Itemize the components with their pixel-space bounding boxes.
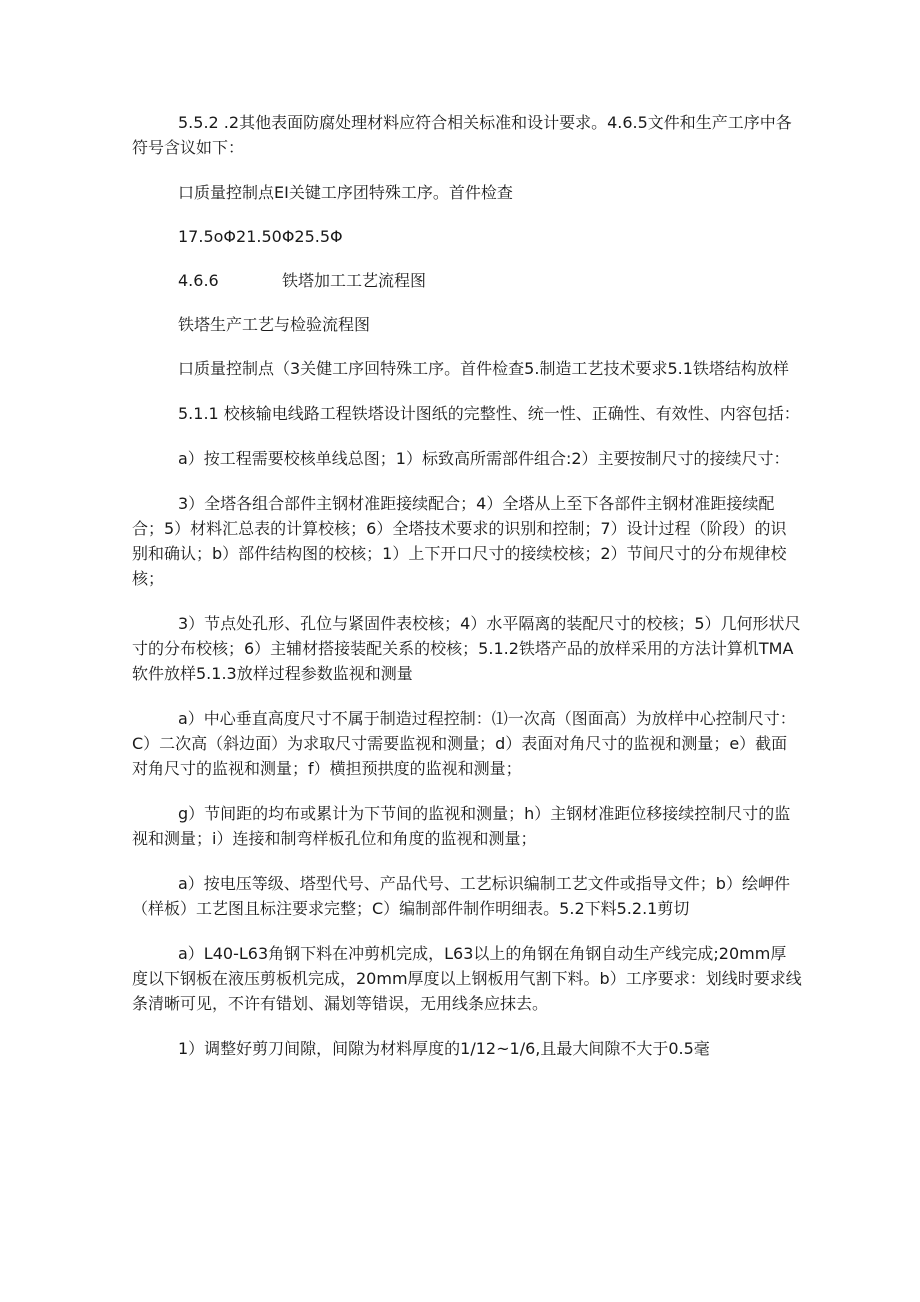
paragraph-check-a: a）按工程需要校核单线总图；1）标致高所需部件组合:2）主要按制尺寸的接续尺寸： <box>178 449 790 468</box>
heading-4-6-6 <box>132 268 802 293</box>
heading-number: 4.6.6 <box>178 271 219 290</box>
paragraph-check-3: 3）全塔各组合部件主钢材准距接续配合；4）全塔从上至下各部件主钢材准距接续配合；5）材料汇总表的计算校核；6）全塔技术要求的识别和控制；7）设计过程（阶段）的识别和确认；b）部件结构图的校核；1）上下开口尺寸的接续校核；2）节间尺寸的分布规律校核； <box>132 494 787 588</box>
paragraph-measure-g: g）节间距的均布或累计为下节间的监视和测量；h）主钢材准距位移接续控制尺寸的监视和测量；i）连接和制弯样板孔位和角度的监视和测量； <box>132 804 791 848</box>
paragraph-symbols-2: 口质量控制点（3关健工序回特殊工序。首件检查5.制造工艺技术要求5.1铁塔结构放样 <box>178 359 789 378</box>
paragraph-5-1-1: 5.1.1 校核输电线路工程铁塔设计图纸的完整性、统一性、正确性、有效性、内容包括： <box>178 404 800 423</box>
paragraph-flowchart-title: 铁塔生产工艺与检验流程图 <box>178 315 371 334</box>
paragraph-5-5-2: 5.5.2 .2其他表面防腐处理材料应符合相关标准和设计要求。4.6.5文件和生产工序中各符号含议如下： <box>132 113 792 157</box>
paragraph-symbols-1: 口质量控制点EI关键工序团特殊工序。首件检查 <box>178 183 513 202</box>
paragraph-cutting: a）L40-L63角钢下料在冲剪机完成，L63以上的角钢在角钢自动生产线完成;20mm厚度以下钢板在液压剪板机完成，20mm厚度以上钢板用气割下料。b）工序要求：划线时要求线条清晰可见，不许有错划、漏划等错误，无用线条应抹去。 <box>132 944 802 1013</box>
heading-title: 铁塔加工工艺流程图 <box>282 271 427 290</box>
paragraph-shear-gap: 1）调整好剪刀间隙，间隙为材料厚度的1/12~1/6,且最大间隙不大于0.5毫 <box>178 1039 710 1058</box>
paragraph-measure-a: a）中心垂直高度尺寸不属于制造过程控制：⑴一次高（图面高）为放样中心控制尺寸：C）二次高（斜边面）为求取尺寸需要监视和测量；d）表面对角尺寸的监视和测量；e）截面对角尺寸的监视和测量；f）横担预拱度的监视和测量； <box>132 709 796 778</box>
paragraph-node-check: 3）节点处孔形、孔位与紧固件表校核；4）水平隔离的装配尺寸的校核；5）几何形状尺寸的分布校核；6）主辅材搭接装配关系的校核；5.1.2铁塔产品的放样采用的方法计算机TMA软件放样5.1.3放样过程参数监视和测量 <box>132 614 801 683</box>
paragraph-diameters: 17.5oΦ21.50Φ25.5Φ <box>178 227 343 246</box>
document-body <box>132 110 802 1081</box>
paragraph-process-docs: a）按电压等级、塔型代号、产品代号、工艺标识编制工艺文件或指导文件；b）绘岬件（样板）工艺图且标注要求完整；C）编制部件制作明细表。5.2下料5.2.1剪切 <box>132 874 790 918</box>
